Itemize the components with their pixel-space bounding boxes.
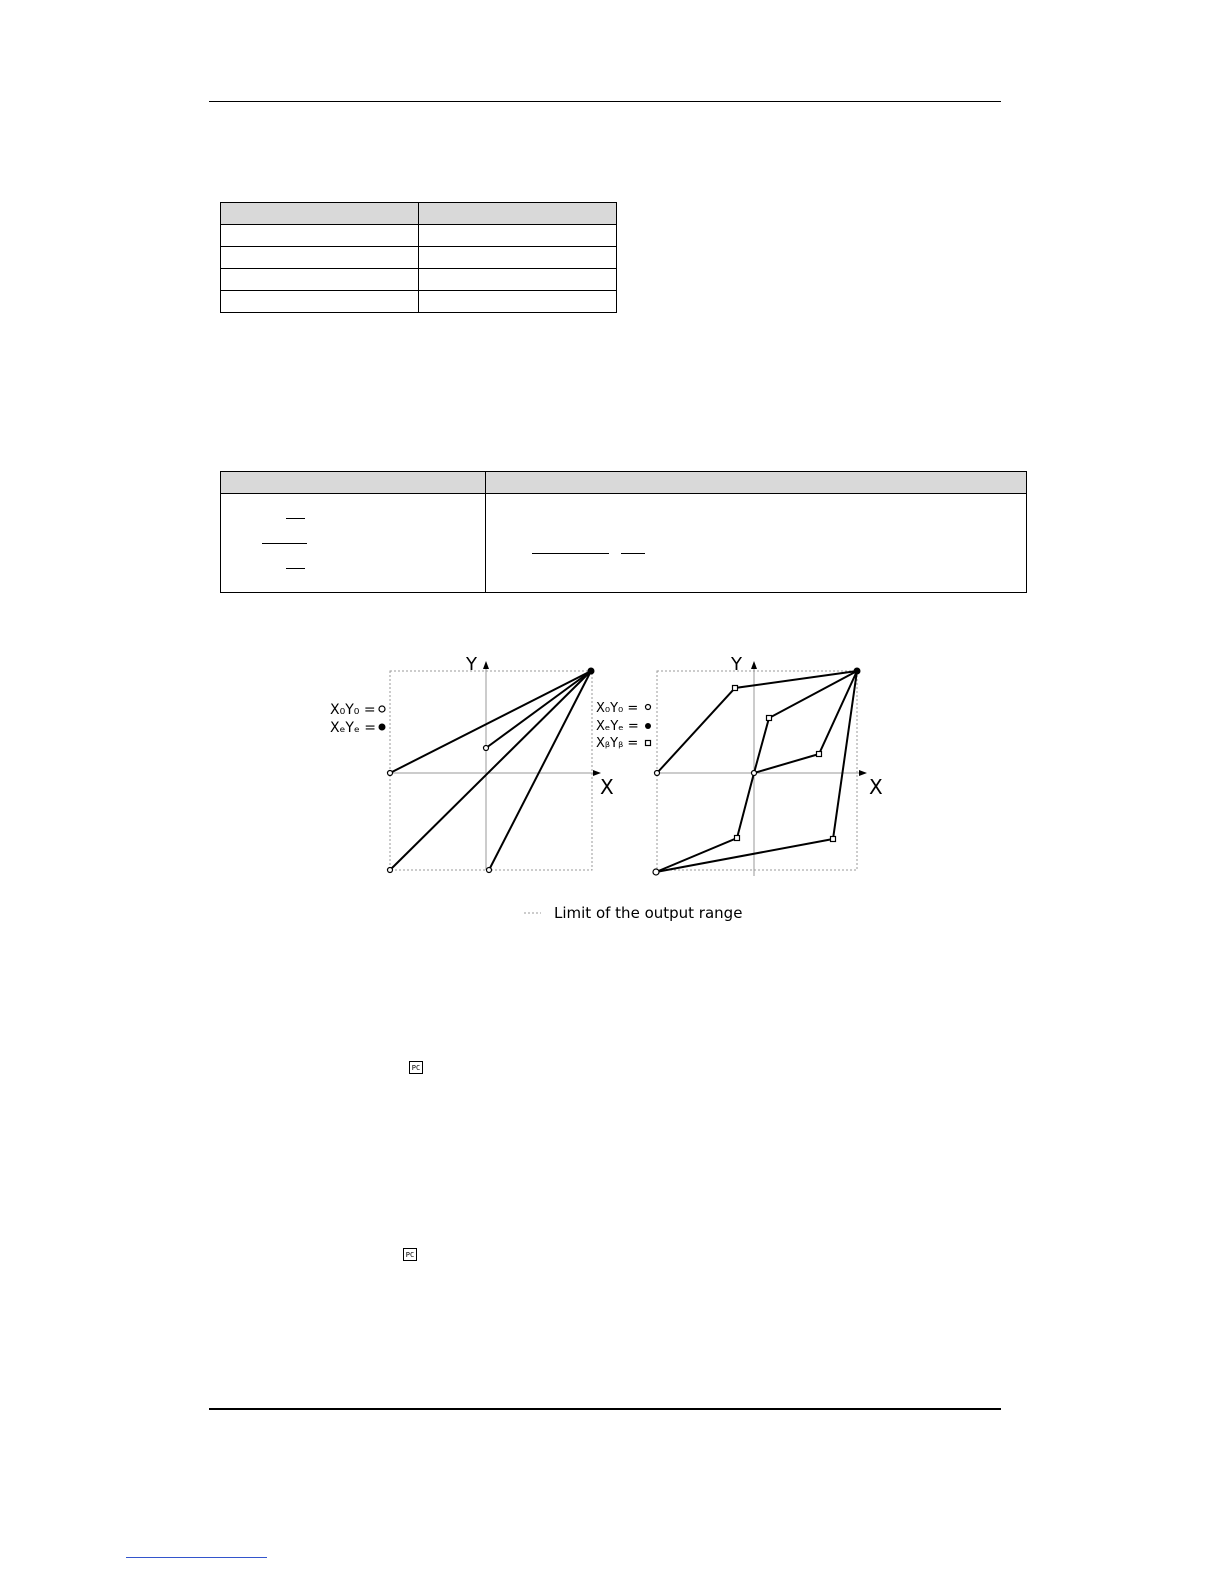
open-square-marker	[733, 686, 738, 691]
open-circle-marker	[752, 771, 757, 776]
x-axis-label: X	[869, 775, 883, 799]
scaling-figure	[320, 648, 900, 928]
filled-circle-icon	[645, 723, 651, 729]
legend-label-end: XₑYₑ =	[330, 720, 376, 736]
filled-circle-marker	[854, 668, 861, 675]
line-2	[486, 671, 591, 748]
formula-cell-right	[485, 494, 1026, 593]
footnote-link-underline[interactable]	[126, 1557, 267, 1558]
open-circle-marker	[388, 868, 393, 873]
line-3	[390, 671, 591, 870]
open-circle-icon	[646, 705, 651, 710]
open-circle-marker	[655, 771, 660, 776]
open-circle-marker	[484, 746, 489, 751]
open-circle-marker	[388, 771, 393, 776]
formula-cell-left	[221, 494, 486, 593]
filled-circle-marker	[588, 668, 595, 675]
table-header-row	[221, 472, 1027, 494]
figure-footnote: Limit of the output range	[554, 904, 743, 922]
open-square-marker	[735, 836, 740, 841]
legend-label-end: XₑYₑ =	[596, 719, 639, 734]
open-square-icon	[646, 741, 651, 746]
line-4	[489, 671, 591, 870]
table-row	[221, 291, 617, 313]
left-panel	[330, 654, 614, 873]
filled-circle-icon	[379, 724, 386, 731]
fraction-bar	[286, 568, 305, 569]
fraction-bar	[262, 543, 307, 544]
open-square-marker	[767, 716, 772, 721]
x-axis-label: X	[600, 775, 614, 799]
table-row	[221, 494, 1027, 593]
fraction-bar	[621, 553, 645, 554]
legend-label-break: XᵦYᵦ =	[596, 736, 639, 751]
right-panel	[596, 654, 883, 876]
table-row	[221, 269, 617, 291]
pc-icon: PC	[409, 1061, 423, 1074]
fraction-bar	[286, 518, 305, 519]
fraction-bar	[532, 553, 609, 554]
formula-table	[220, 471, 1027, 593]
legend-label-start: X₀Y₀ =	[596, 701, 639, 716]
open-square-marker	[831, 837, 836, 842]
line-1	[390, 671, 591, 773]
header-rule	[209, 101, 1001, 102]
table-row	[221, 225, 617, 247]
open-circle-marker	[653, 869, 659, 875]
legend-label-start: X₀Y₀ =	[330, 702, 376, 718]
open-circle-marker	[487, 868, 492, 873]
parameter-table	[220, 202, 617, 313]
open-square-marker	[817, 752, 822, 757]
table-row	[221, 247, 617, 269]
footer-rule	[209, 1408, 1001, 1410]
y-axis-label: Y	[731, 654, 742, 675]
open-circle-icon	[379, 706, 385, 712]
table-header-row	[221, 203, 617, 225]
curve-3	[754, 671, 857, 773]
y-axis-label: Y	[466, 654, 477, 675]
pc-icon: PC	[403, 1248, 417, 1261]
